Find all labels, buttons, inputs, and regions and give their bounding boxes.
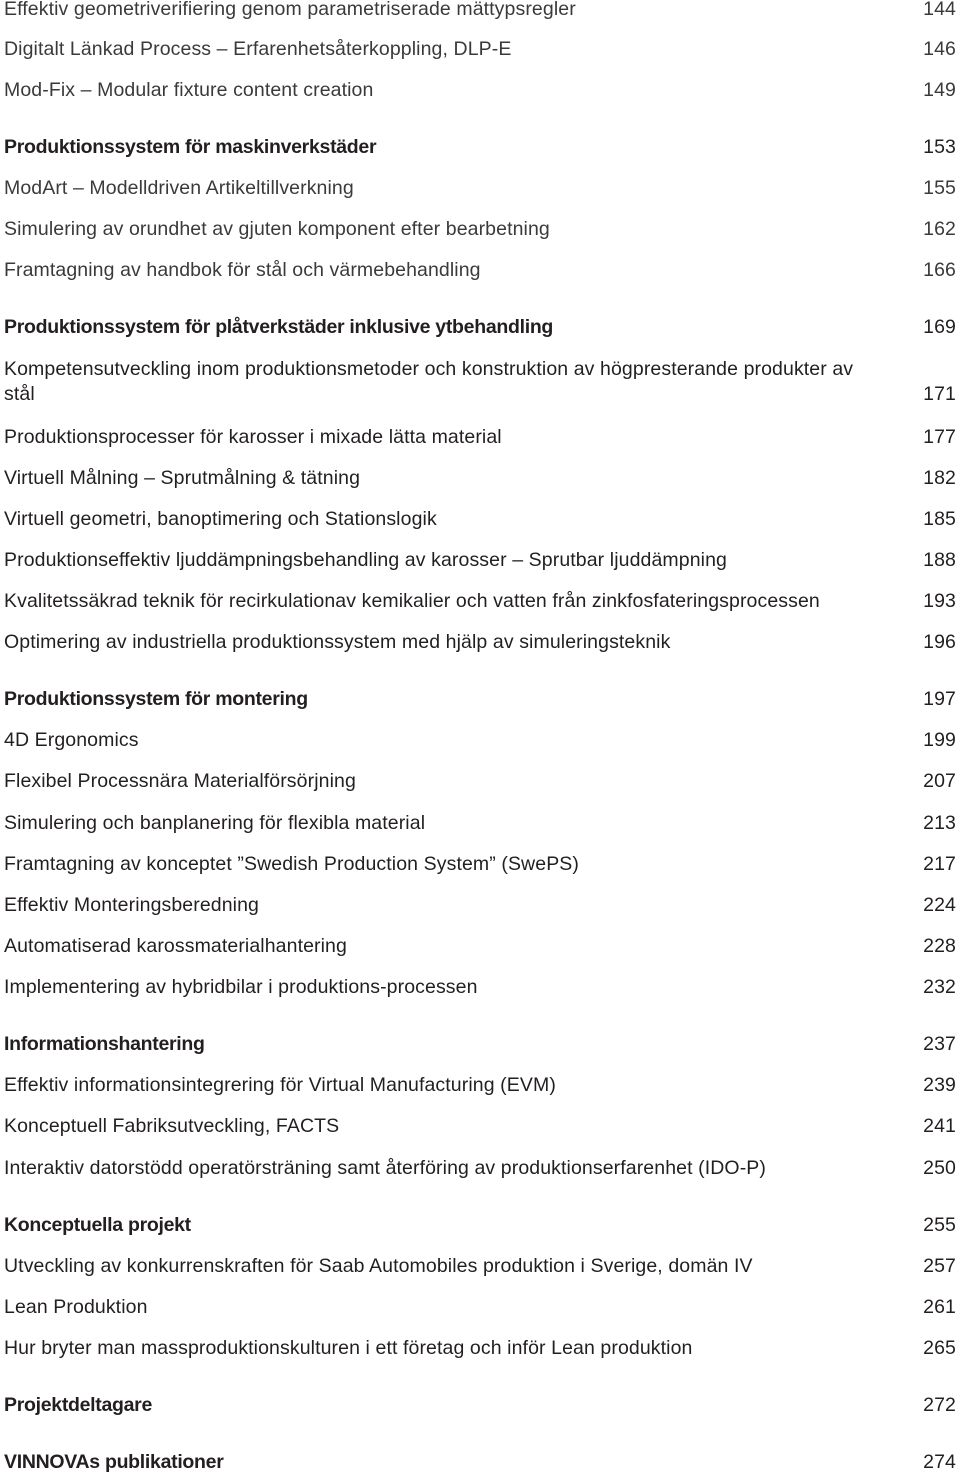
toc-entry-title: Produktionssystem för maskinverkstäder [4,136,377,158]
toc-entry-title: Flexibel Processnära Materialförsörjning [4,770,356,792]
toc-entry-title: Produktionseffektiv ljuddämpningsbehandling av karosser – Sprutbar ljuddämpning [4,549,727,571]
toc-entry-page-number: 239 [923,1074,956,1096]
toc-entry [4,548,956,573]
toc-entry-title: Framtagning av konceptet ”Swedish Production System” (SwePS) [4,853,579,875]
toc-entry [4,852,956,877]
toc-entry [4,176,956,201]
toc-entry [4,217,956,242]
toc-section-heading [4,135,956,160]
toc-entry-page-number: 265 [923,1337,956,1359]
toc-section-heading [4,687,956,712]
toc-entry-page-number: 250 [923,1157,956,1179]
toc-entry-page-number: 237 [923,1033,956,1055]
toc-entry-title: ModArt – Modelldriven Artikeltillverkning [4,177,354,199]
toc-entry-title: Produktionsprocesser för karosser i mixade lätta material [4,426,502,448]
toc-entry [4,811,956,836]
toc-section-heading [4,1393,956,1418]
toc-entry-title: Optimering av industriella produktionssystem med hjälp av simuleringsteknik [4,631,671,653]
toc-entry-page-number: 217 [923,853,956,875]
toc-entry-title: Mod-Fix – Modular fixture content creation [4,79,374,101]
toc-entry-title: Produktionssystem för montering [4,688,308,710]
toc-entry [4,728,956,753]
toc-entry-page-number: 188 [923,549,956,571]
toc-entry-page-number: 149 [923,79,956,101]
toc-entry [4,1114,956,1139]
toc-entry [4,769,956,794]
toc-entry-page-number: 207 [923,770,956,792]
toc-entry-title: Simulering av orundhet av gjuten komponent efter bearbetning [4,218,550,240]
toc-entry-page-number: 224 [923,894,956,916]
toc-entry-title: Lean Produktion [4,1296,148,1318]
toc-entry [4,1254,956,1279]
toc-entry-title: Konceptuell Fabriksutveckling, FACTS [4,1115,340,1137]
toc-entry-page-number: 162 [923,218,956,240]
toc-entry-page-number: 155 [923,177,956,199]
toc-entry [4,893,956,918]
toc-entry [4,507,956,532]
toc-entry-title: Produktionssystem för plåtverkstäder inklusive ytbehandling [4,316,554,338]
toc-entry [4,1073,956,1098]
toc-entry [4,0,956,22]
toc-section-heading [4,1213,956,1238]
toc-section-heading [4,1032,956,1057]
toc-entry-page-number: 213 [923,812,956,834]
toc-entry [4,78,956,103]
toc-entry [4,630,956,655]
toc-entry-title: Virtuell Målning – Sprutmålning & tätning [4,467,361,489]
toc-entry-title: Kompetensutveckling inom produktionsmetoder och konstruktion av högpresterande produkter av stål [4,358,854,405]
toc-entry-page-number: 197 [923,688,956,710]
toc-entry [4,1295,956,1320]
toc-entry-page-number: 274 [923,1451,956,1473]
toc-entry-title: Digitalt Länkad Process – Erfarenhetsåterkoppling, DLP-E [4,38,512,60]
toc-entry-page-number: 241 [923,1115,956,1137]
toc-entry-title: Informationshantering [4,1033,205,1055]
toc-entry-page-number: 171 [923,383,956,405]
toc-entry-page-number: 185 [923,508,956,530]
toc-entry-title: Automatiserad karossmaterialhantering [4,935,347,957]
toc-entry-title: Kvalitetssäkrad teknik för recirkulationav kemikalier och vatten från zinkfosfateringsprocessen [4,590,820,612]
toc-entry-page-number: 199 [923,729,956,751]
toc-entry-page-number: 182 [923,467,956,489]
toc-entry [4,1336,956,1361]
toc-entry-page-number: 146 [923,38,956,60]
toc-entry [4,466,956,491]
toc-entry-page-number: 169 [923,316,956,338]
toc-entry-page-number: 196 [923,631,956,653]
toc-entry-title: 4D Ergonomics [4,729,139,751]
toc-entry [4,975,956,1000]
toc-entry [4,258,956,283]
toc-entry-page-number: 166 [923,259,956,281]
toc-section-heading [4,315,956,340]
toc-entry-page-number: 255 [923,1214,956,1236]
toc-entry-title: Effektiv geometriverifiering genom parametriserade mättypsregler [4,0,576,20]
toc-entry-title: Implementering av hybridbilar i produktions-processen [4,976,478,998]
toc-entry-page-number: 193 [923,590,956,612]
toc-entry-page-number: 177 [923,426,956,448]
toc-entry-title: Virtuell geometri, banoptimering och Stationslogik [4,508,437,530]
toc-entry [4,1156,956,1181]
toc-entry-page-number: 228 [923,935,956,957]
toc-entry-page-number: 272 [923,1394,956,1416]
toc-entry-page-number: 261 [923,1296,956,1318]
toc-entry [4,37,956,62]
toc-section-heading [4,1450,956,1475]
toc-entry [4,589,956,614]
toc-entry-page-number: 257 [923,1255,956,1277]
toc-entry-title: Framtagning av handbok för stål och värmebehandling [4,259,481,281]
toc-entry-title: Simulering och banplanering för flexibla material [4,812,426,834]
toc-entry-title: Utveckling av konkurrenskraften för Saab Automobiles produktion i Sverige, domän IV [4,1255,753,1277]
toc-entry-page-number: 232 [923,976,956,998]
toc-entry [4,934,956,959]
toc-entry-page-number: 144 [923,0,956,20]
toc-entry-title: Effektiv Monteringsberedning [4,894,260,916]
toc-entry-title: Interaktiv datorstödd operatörsträning samt återföring av produktionserfarenhet (IDO-P) [4,1157,766,1179]
toc-entry-page-number: 153 [923,136,956,158]
toc-entry-title: VINNOVAs publikationer [4,1451,224,1473]
toc-entry-title: Projektdeltagare [4,1394,153,1416]
toc-entry [4,425,956,450]
toc-entry-title: Effektiv informationsintegrering för Virtual Manufacturing (EVM) [4,1074,556,1096]
toc-entry [4,357,956,407]
toc-entry-title: Konceptuella projekt [4,1214,191,1236]
toc-entry-title: Hur bryter man massproduktionskulturen i ett företag och inför Lean produktion [4,1337,693,1359]
